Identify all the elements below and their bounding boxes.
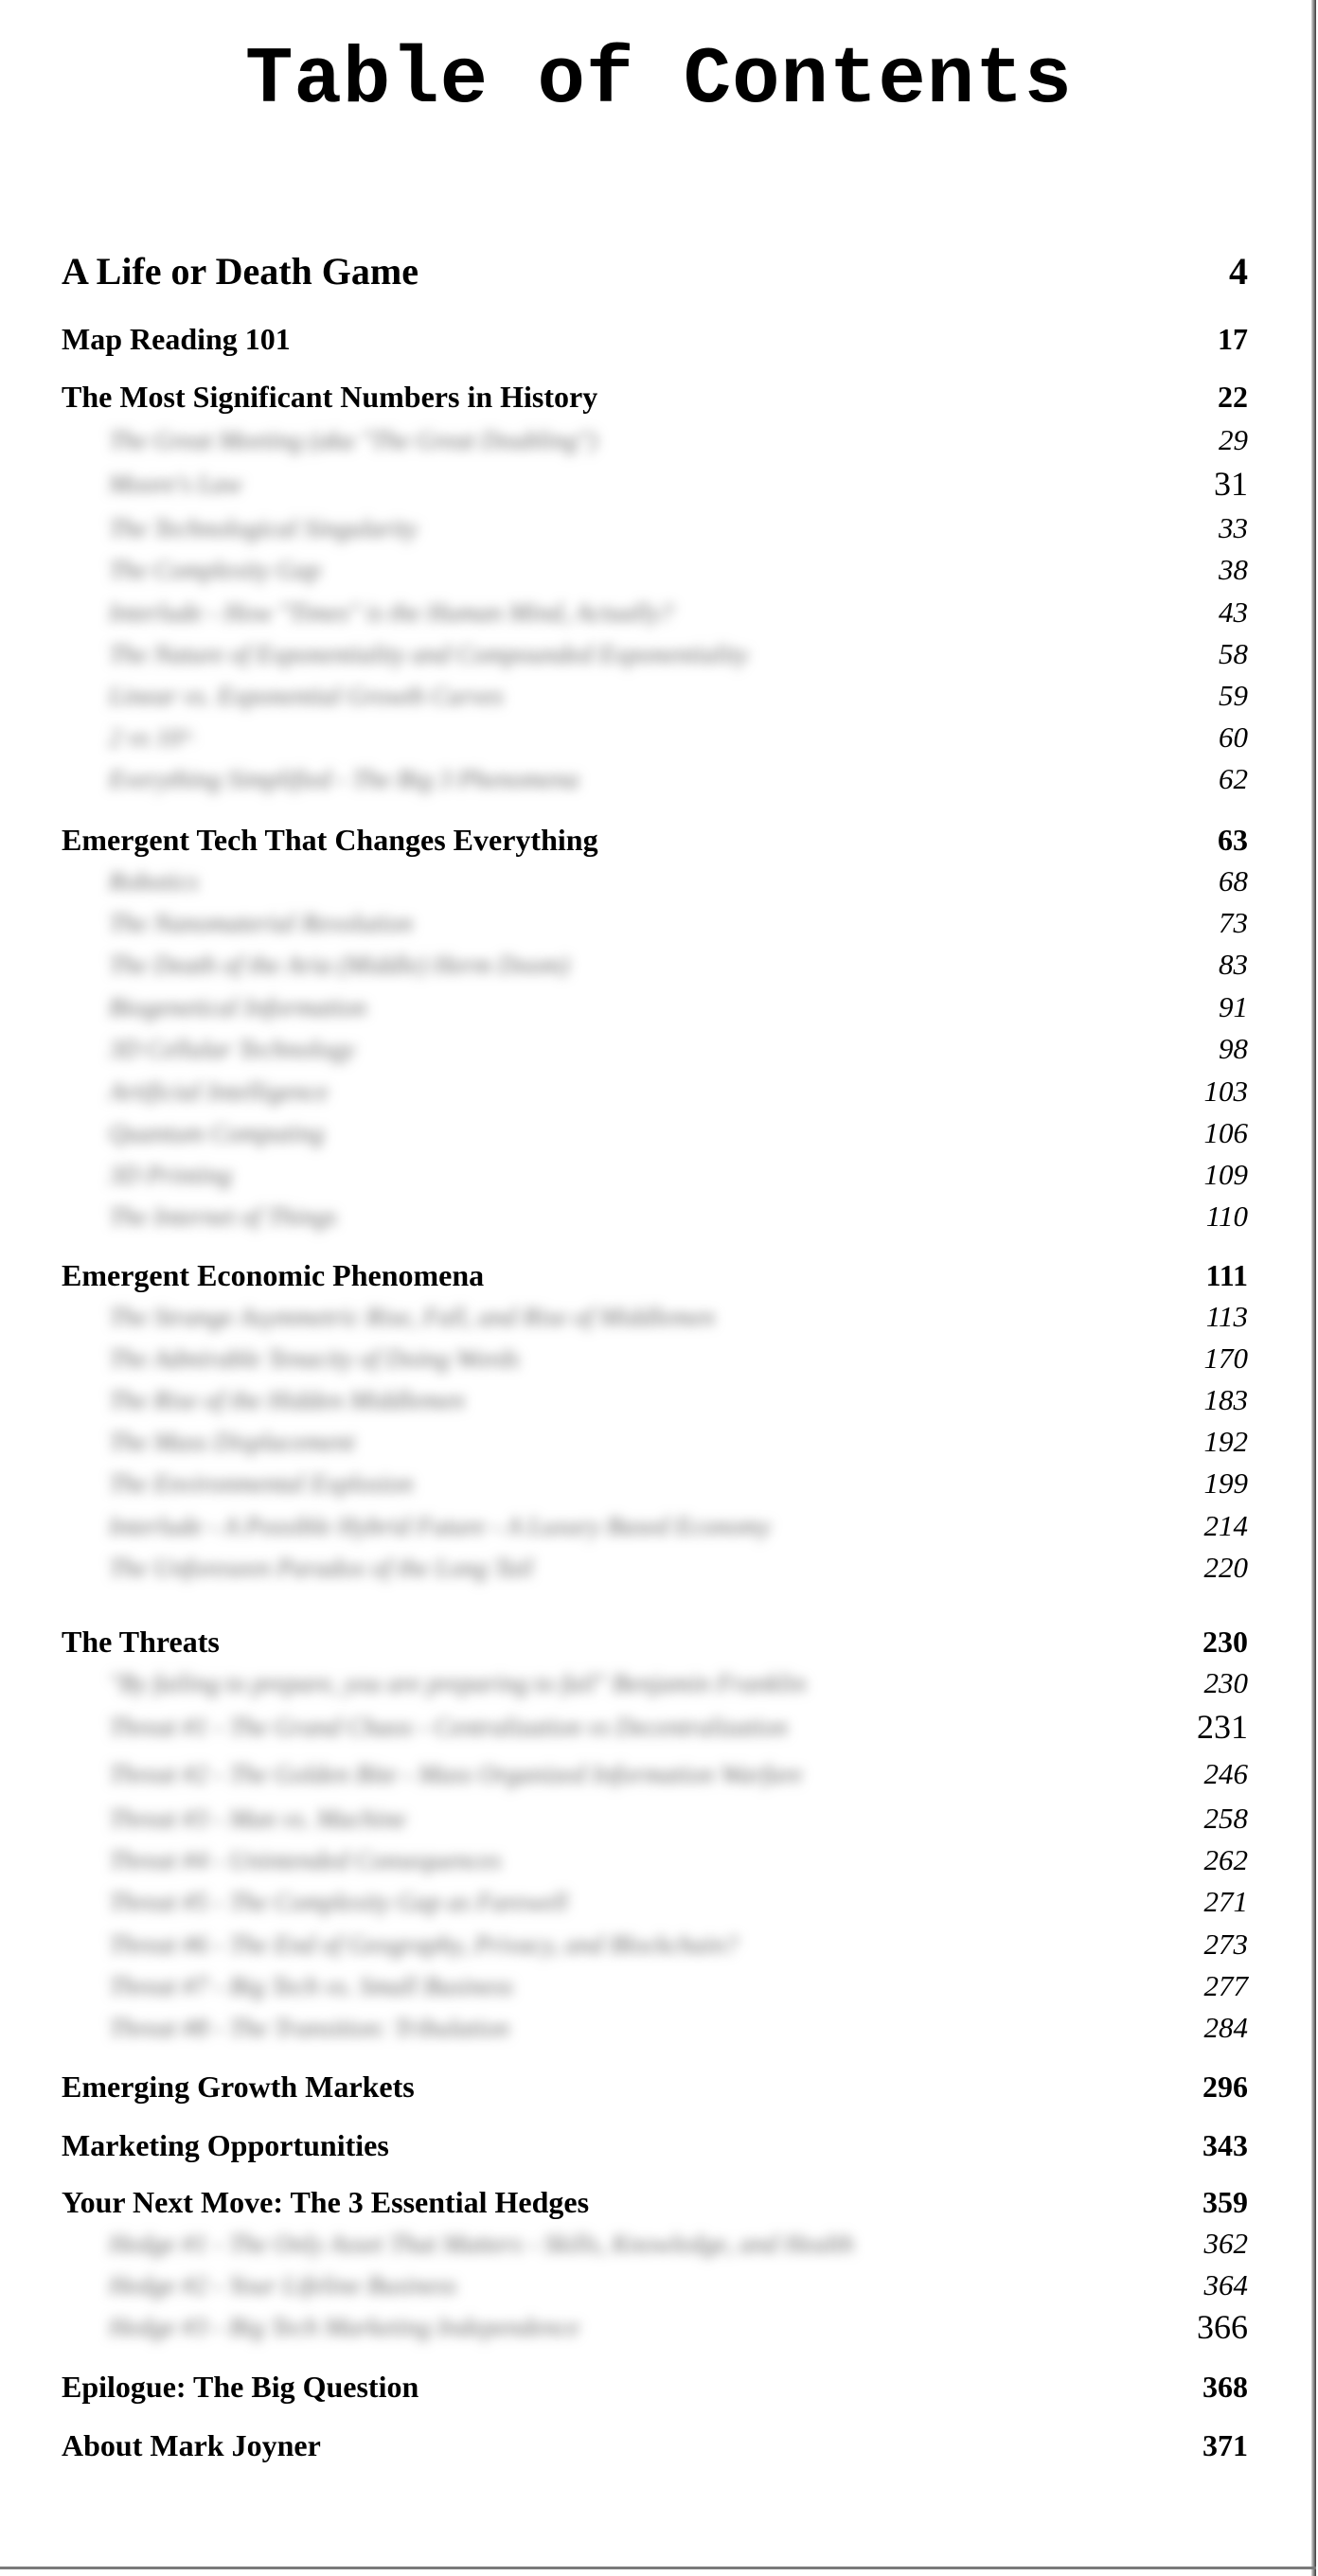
toc-entry-title: Map Reading 101 bbox=[62, 322, 291, 356]
toc-page-number: 103 bbox=[1203, 1075, 1248, 1108]
toc-entry-title: The Most Significant Numbers in History bbox=[62, 380, 598, 414]
toc-entry-title: Threat #6 - The End of Geography, Privacy, and Blockchain? bbox=[109, 1930, 739, 1959]
toc-entry-title: The Threats bbox=[62, 1625, 220, 1659]
page-title: Table of Contents bbox=[245, 36, 1073, 126]
toc-page-number: 113 bbox=[1205, 1300, 1248, 1333]
toc-page-number: 111 bbox=[1205, 1258, 1248, 1292]
toc-entry-title: Threat #1 - The Grand Chaos - Centralization vs Decentralization bbox=[109, 1713, 788, 1741]
toc-entry-title: Threat #3 - Man vs. Machine bbox=[109, 1804, 406, 1833]
toc-entry-title: Moore's Law bbox=[109, 470, 242, 498]
toc-page-number: 273 bbox=[1203, 1928, 1248, 1961]
toc-entry-title: Quantum Computing bbox=[109, 1119, 325, 1147]
toc-entry-title: Linear vs. Exponential Growth Curves bbox=[109, 682, 504, 710]
toc-entry-title: The Internet of Things bbox=[109, 1202, 337, 1231]
toc-page-number: 284 bbox=[1203, 2011, 1248, 2044]
toc-entry-title: The Admirable Tenacity of Doing Words bbox=[109, 1344, 520, 1373]
toc-page-number: 359 bbox=[1202, 2185, 1248, 2219]
toc-entry-title: Threat #8 - The Transition: Tribulation bbox=[109, 2014, 509, 2042]
toc-entry-title: "By failing to prepare, you are preparing to fail" Benjamin Franklin bbox=[109, 1669, 807, 1697]
toc-entry-title: Artificial Intelligence bbox=[109, 1077, 329, 1106]
toc-entry-title: Threat #4 - Unintended Consequences bbox=[109, 1846, 502, 1874]
toc-entry-title: Everything Simplified - The Big 3 Phenomena bbox=[109, 765, 579, 793]
toc-page-number: 258 bbox=[1203, 1802, 1248, 1835]
toc-page-number: 29 bbox=[1219, 423, 1248, 456]
toc-entry-title: The Mass Displacement bbox=[109, 1428, 355, 1456]
toc-page-number: 62 bbox=[1219, 762, 1248, 795]
toc-entry-title: Interlude - How "Times" is the Human Mind, Actually? bbox=[109, 598, 673, 627]
toc-entry-title: Hedge #3 - Big Tech Marketing Independence bbox=[109, 2313, 579, 2341]
toc-page-number: 192 bbox=[1203, 1425, 1248, 1458]
toc-page-number: 183 bbox=[1203, 1383, 1248, 1416]
toc-page-number: 4 bbox=[1229, 250, 1248, 293]
toc-entry-title: Emergent Tech That Changes Everything bbox=[62, 823, 598, 857]
page-bottom-border bbox=[0, 2567, 1316, 2569]
toc-entry-title: 3D Cellular Technology bbox=[109, 1035, 355, 1063]
toc-entry-title: Epilogue: The Big Question bbox=[62, 2370, 419, 2404]
toc-page-number: 60 bbox=[1219, 720, 1248, 754]
toc-entry-title: The Great Meeting (aka "The Great Doubling") bbox=[109, 426, 597, 454]
toc-entry-title: Emergent Economic Phenomena bbox=[62, 1258, 485, 1292]
toc-entry-title: The Rise of the Hidden Middlemen bbox=[109, 1386, 465, 1414]
toc-entry-title: Hedge #2 - Your Lifeline Business bbox=[109, 2271, 457, 2300]
toc-page-number: 73 bbox=[1219, 906, 1248, 939]
toc-page-number: 31 bbox=[1214, 465, 1248, 503]
toc-page-number: 277 bbox=[1203, 1969, 1248, 2002]
toc-entry-title: The Nanomaterial Revolution bbox=[109, 909, 413, 937]
toc-entry-title: The Environmental Explosion bbox=[109, 1469, 414, 1498]
toc-page-number: 366 bbox=[1197, 2308, 1248, 2346]
toc-entry-title: Emerging Growth Markets bbox=[62, 2070, 415, 2104]
toc-entry-title: Marketing Opportunities bbox=[62, 2128, 389, 2162]
toc-entry-title: Threat #7 - Big Tech vs. Small Business bbox=[109, 1972, 513, 2000]
toc-page-number: 109 bbox=[1203, 1158, 1248, 1191]
toc-page-number: 59 bbox=[1219, 679, 1248, 712]
toc-entry-title: The Complexity Gap bbox=[109, 556, 321, 584]
toc-page-number: 231 bbox=[1197, 1708, 1248, 1746]
toc-page-number: 17 bbox=[1218, 322, 1248, 356]
toc-entry-title: Robotics bbox=[109, 867, 199, 896]
toc-page-number: 43 bbox=[1219, 595, 1248, 629]
toc-entry-title: Threat #5 - The Complexity Gap as Farewell bbox=[109, 1888, 568, 1916]
toc-page-number: 63 bbox=[1218, 823, 1248, 857]
toc-page-number: 58 bbox=[1219, 637, 1248, 670]
page-edge-shadow bbox=[1311, 0, 1316, 2576]
toc-entry-title: The Unforeseen Paradox of the Long Tail bbox=[109, 1554, 533, 1582]
toc-entry-title: The Death of the Aria (Middle) Herm Doom) bbox=[109, 950, 570, 979]
toc-entry-title: Threat #2 - The Golden Bite - Mass Organized Information Warfare bbox=[109, 1760, 803, 1788]
toc-page-number: 246 bbox=[1203, 1757, 1248, 1790]
toc-entry-title: The Strange Asymmetric Rise, Fall, and Rise of Middlemen bbox=[109, 1303, 715, 1331]
toc-page-number: 343 bbox=[1202, 2128, 1248, 2162]
toc-entry-title: A Life or Death Game bbox=[62, 250, 419, 293]
toc-page-number: 106 bbox=[1203, 1116, 1248, 1149]
toc-entry-title: Interlude - A Possible Hybrid Future - A Luxury Based Economy bbox=[109, 1512, 771, 1540]
toc-page-number: 214 bbox=[1203, 1509, 1248, 1542]
toc-page-number: 371 bbox=[1202, 2428, 1248, 2462]
toc-page-number: 83 bbox=[1219, 948, 1248, 981]
toc-entry-title: 3D Printing bbox=[109, 1161, 232, 1189]
toc-page-number: 362 bbox=[1203, 2227, 1248, 2260]
toc-page-number: 368 bbox=[1202, 2370, 1248, 2404]
toc-entry-title: Biogenetical Information bbox=[109, 993, 367, 1022]
toc-entry-title: The Technological Singularity bbox=[109, 514, 418, 542]
toc-page-number: 68 bbox=[1219, 864, 1248, 897]
toc-entry-title: Your Next Move: The 3 Essential Hedges bbox=[62, 2185, 590, 2219]
toc-entry-title: Hedge #1 - The Only Asset That Matters - Skills, Knowledge, and Health bbox=[109, 2230, 854, 2258]
toc-entry-title: The Nature of Exponentiality and Compounded Exponentiality bbox=[109, 640, 749, 668]
toc-page-number: 33 bbox=[1219, 511, 1248, 544]
toc-page-number: 230 bbox=[1203, 1666, 1248, 1699]
toc-page-number: 296 bbox=[1202, 2070, 1248, 2104]
toc-page-number: 98 bbox=[1219, 1032, 1248, 1065]
toc-page-number: 38 bbox=[1219, 553, 1248, 586]
toc-page-number: 22 bbox=[1218, 380, 1248, 414]
toc-page-number: 110 bbox=[1205, 1199, 1248, 1233]
toc-page-number: 220 bbox=[1203, 1551, 1248, 1584]
toc-page-number: 199 bbox=[1203, 1466, 1248, 1500]
toc-entry-title: 2 vs 10^ bbox=[109, 723, 192, 752]
toc-page-number: 271 bbox=[1203, 1885, 1248, 1918]
toc-page-number: 262 bbox=[1203, 1843, 1248, 1876]
toc-page-number: 364 bbox=[1203, 2268, 1248, 2301]
toc-page-number: 170 bbox=[1203, 1341, 1248, 1375]
toc-page-number: 91 bbox=[1219, 990, 1248, 1023]
toc-entry-title: About Mark Joyner bbox=[62, 2428, 321, 2462]
toc-page-number: 230 bbox=[1202, 1625, 1248, 1659]
